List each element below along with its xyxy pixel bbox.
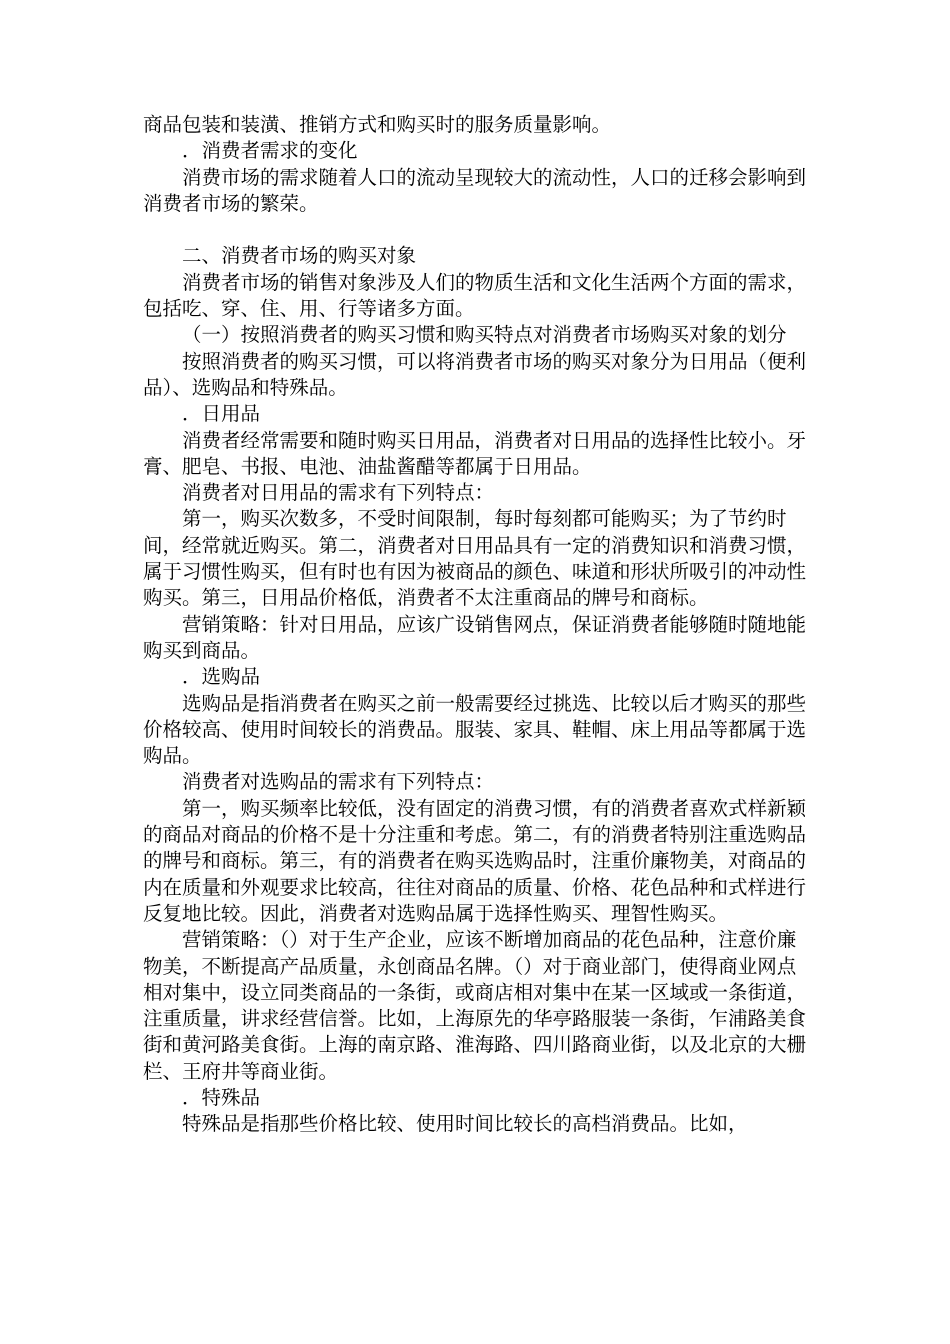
paragraph-daily-goods-definition: 消费者经常需要和随时购买日用品，消费者对日用品的选择性比较小。牙膏、肥皂、书报、电池、油盐酱醋等都属于日用品。 — [143, 428, 807, 478]
paragraph-shopping-goods-features: 第一，购买频率比较低，没有固定的消费习惯，有的消费者喜欢式样新颖的商品对商品的价格不是十分注重和考虑。第二，有的消费者特别注重选购品的牌号和商标。第三，有的消费者在购买选购品时，注重价廉物美，对商品的内在质量和外观要求比较高，往往对商品的质量、价格、花色品种和式样进行反复地比较。因此，消费者对选购品属于选择性购买、理智性购买。 — [143, 796, 807, 925]
paragraph-specialty-goods-definition: 特殊品是指那些价格比较、使用时间比较长的高档消费品。比如， — [182, 1112, 748, 1136]
paragraph-daily-goods-features: 第一，购买次数多，不受时间限制，每时每刻都可能购买；为了节约时间，经常就近购买。第二，消费者对日用品具有一定的消费知识和消费习惯，属于习惯性购买，但有时也有因为被商品的颜色、味道和形状所吸引的冲动性购买。第三，日用品价格低，消费者不太注重商品的牌号和商标。 — [143, 507, 807, 610]
paragraph-population-mobility: 消费市场的需求随着人口的流动呈现较大的流动性，人口的迁移会影响到消费者市场的繁荣。 — [143, 165, 807, 215]
paragraph-daily-goods-intro: 消费者对日用品的需求有下列特点： — [182, 481, 495, 505]
heading-daily-goods: ．日用品 — [182, 402, 261, 426]
document-body — [143, 112, 813, 1138]
section-heading-purchase-objects: 二、消费者市场的购买对象 — [182, 244, 417, 268]
heading-demand-change: ．消费者需求的变化 — [182, 139, 358, 163]
paragraph-classification: 按照消费者的购买习惯，可以将消费者市场的购买对象分为日用品（便利品）、选购品和特殊品。 — [143, 349, 807, 399]
blank-line — [143, 217, 813, 243]
paragraph-sales-objects: 消费者市场的销售对象涉及人们的物质生活和文化生活两个方面的需求，包括吃、穿、住、用、行等诸多方面。 — [143, 270, 807, 321]
heading-specialty-goods: ．特殊品 — [182, 1085, 261, 1109]
paragraph-continuation: 商品包装和装潢、推销方式和购买时的服务质量影响。 — [143, 113, 612, 136]
paragraph-shopping-goods-intro: 消费者对选购品的需求有下列特点： — [182, 770, 495, 794]
subsection-heading-classification: （一）按照消费者的购买习惯和购买特点对消费者市场购买对象的划分 — [182, 323, 787, 347]
heading-shopping-goods: ．选购品 — [182, 665, 261, 689]
paragraph-shopping-goods-strategy: 营销策略：（）对于生产企业，应该不断增加商品的花色品种，注意价廉物美，不断提高产品质量，永创商品名牌。（）对于商业部门，使得商业网点相对集中，设立同类商品的一条街，或商店相对集中在某一区域或一条街道，注重质量，讲求经营信誉。比如，上海原先的华亭路服装一条街，乍浦路美食街和黄河路美食街。上海的南京路、淮海路、四川路商业街，以及北京的大栅栏、王府井等商业街。 — [143, 928, 807, 1083]
paragraph-shopping-goods-definition: 选购品是指消费者在购买之前一般需要经过挑选、比较以后才购买的那些价格较高、使用时间较长的消费品。服装、家具、鞋帽、床上用品等都属于选购品。 — [143, 691, 807, 768]
paragraph-daily-goods-strategy: 营销策略：针对日用品，应该广设销售网点，保证消费者能够随时随地能购买到商品。 — [143, 612, 807, 662]
